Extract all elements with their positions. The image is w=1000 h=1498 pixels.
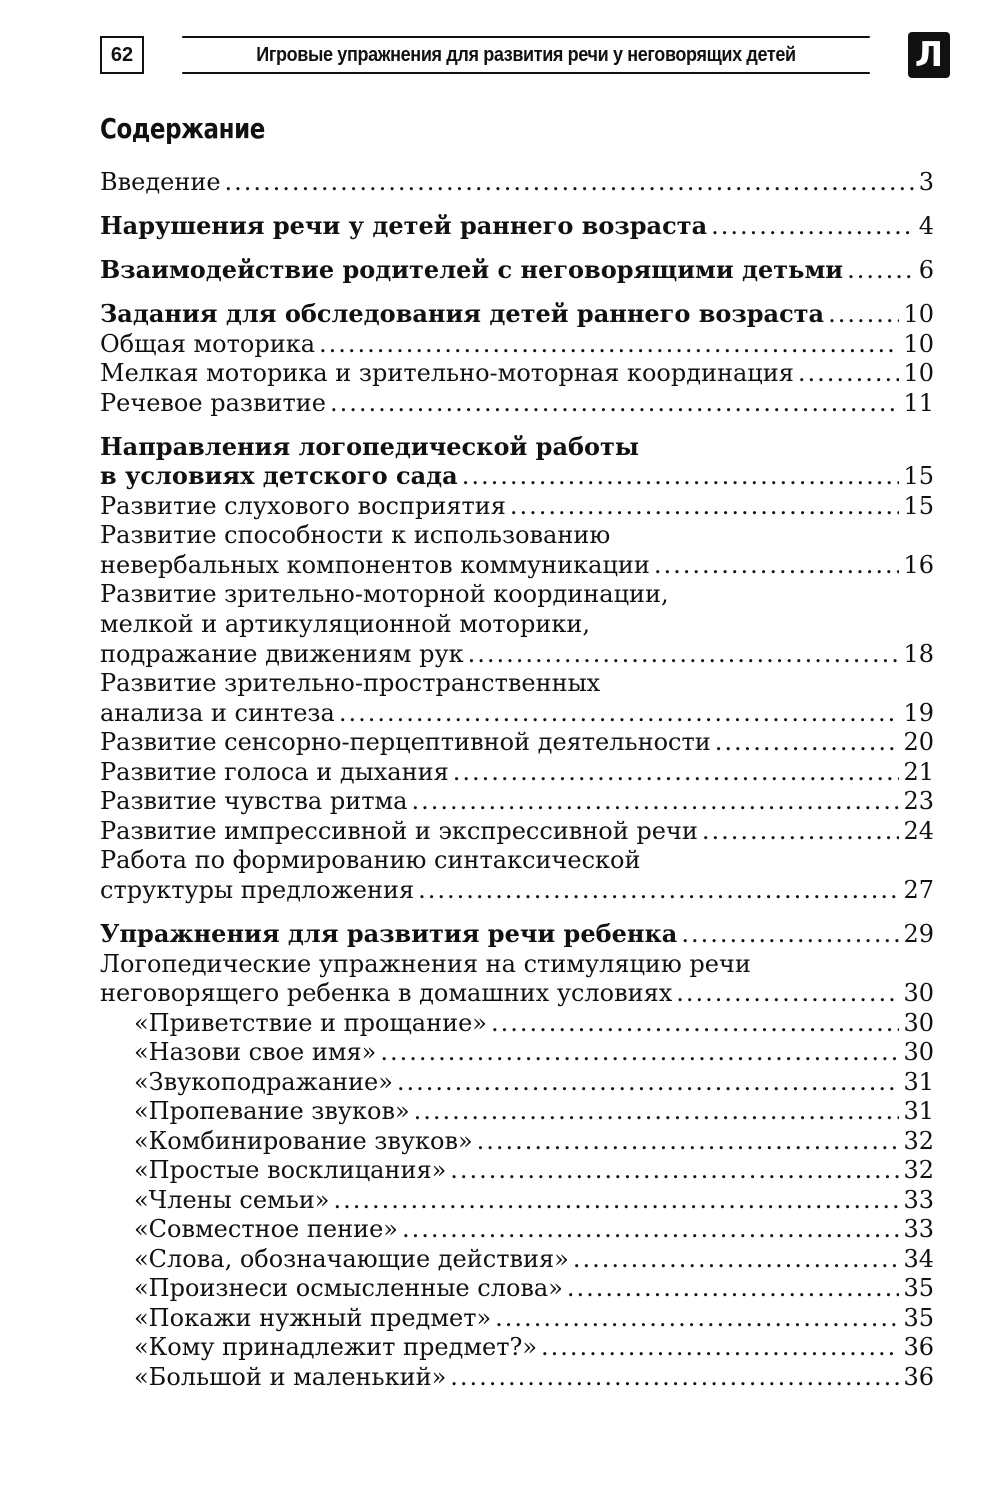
toc-entry[interactable] xyxy=(100,667,934,699)
toc-subentry-title: «Пропевание звуков» xyxy=(134,1097,410,1125)
toc-subentry[interactable] xyxy=(134,1095,934,1127)
toc-entry[interactable] xyxy=(100,578,934,610)
dot-leader xyxy=(711,210,915,242)
dot-leader xyxy=(418,874,899,906)
toc-entry-page: 30 xyxy=(903,979,934,1007)
toc-subentry[interactable] xyxy=(134,1184,934,1216)
dot-leader xyxy=(333,1184,899,1216)
toc-section[interactable] xyxy=(100,918,934,950)
toc-entry-page: 30 xyxy=(903,1009,934,1037)
toc-entry[interactable] xyxy=(100,519,934,551)
dot-leader xyxy=(491,1007,899,1039)
toc-section-title: Взаимодействие родителей с неговорящими детьми xyxy=(100,255,844,284)
dot-leader xyxy=(397,1066,900,1098)
toc-entry-title: мелкой и артикуляционной моторики, xyxy=(100,610,591,638)
dot-leader xyxy=(225,166,915,198)
page-number: 62 xyxy=(100,36,144,74)
dot-leader xyxy=(541,1331,899,1363)
toc-entry-page: 15 xyxy=(903,492,934,520)
dot-leader xyxy=(702,815,900,847)
toc-subentry[interactable] xyxy=(134,1361,934,1393)
toc-subentry-title: «Большой и маленький» xyxy=(134,1363,447,1391)
toc-entry-page: 35 xyxy=(903,1304,934,1332)
publisher-logo: Л xyxy=(908,32,950,78)
toc-entry-page: 24 xyxy=(903,817,934,845)
toc-entry-title: Работа по формированию синтаксической xyxy=(100,846,641,874)
toc-entry[interactable] xyxy=(100,166,934,198)
dot-leader xyxy=(654,549,900,581)
toc-entry-title: Развитие зрительно-пространственных xyxy=(100,669,601,697)
toc-subentry[interactable] xyxy=(134,1154,934,1186)
toc-entry-page: 32 xyxy=(903,1127,934,1155)
dot-leader xyxy=(468,638,900,670)
dot-leader xyxy=(681,918,899,950)
dot-leader xyxy=(573,1243,900,1275)
toc-entry-title: Развитие способности к использованию xyxy=(100,521,611,549)
toc-entry-title: Речевое развитие xyxy=(100,389,326,417)
toc-section-title: Упражнения для развития речи ребенка xyxy=(100,919,678,948)
toc-subentry-title: «Покажи нужный предмет» xyxy=(134,1304,492,1332)
toc-entry[interactable] xyxy=(100,387,934,419)
dot-leader xyxy=(477,1125,900,1157)
toc-entry-page: 30 xyxy=(903,1038,934,1066)
toc-entry-page: 11 xyxy=(903,389,934,417)
toc-subentry[interactable] xyxy=(134,1243,934,1275)
toc-entry[interactable] xyxy=(100,357,934,389)
toc-entry[interactable] xyxy=(100,785,934,817)
toc-entry-page: 27 xyxy=(903,876,934,904)
toc-subentry-title: «Назови свое имя» xyxy=(134,1038,377,1066)
toc-entry-page: 32 xyxy=(903,1156,934,1184)
toc-entry[interactable] xyxy=(100,948,934,980)
toc-entry-page: 10 xyxy=(903,300,934,328)
toc-entry-continued[interactable] xyxy=(100,697,934,729)
toc-entry-title: подражание движениям рук xyxy=(100,640,464,668)
toc-entry-title: Развитие импрессивной и экспрессивной речи xyxy=(100,817,698,845)
dot-leader xyxy=(414,1095,900,1127)
toc-subentry-title: «Кому принадлежит предмет?» xyxy=(134,1333,538,1361)
toc-subentry[interactable] xyxy=(134,1302,934,1334)
running-header xyxy=(100,36,950,76)
toc-entry-page: 10 xyxy=(903,330,934,358)
toc-entry-page: 29 xyxy=(903,920,934,948)
dot-leader xyxy=(715,726,900,758)
toc-entry[interactable] xyxy=(100,328,934,360)
dot-leader xyxy=(453,756,900,788)
toc-subentry-title: «Слова, обозначающие действия» xyxy=(134,1245,569,1273)
toc-section-title: Нарушения речи у детей раннего возраста xyxy=(100,211,708,240)
toc-section[interactable] xyxy=(100,254,934,286)
dot-leader xyxy=(676,977,899,1009)
toc-entry-page: 20 xyxy=(903,728,934,756)
toc-entry-page: 21 xyxy=(903,758,934,786)
toc-subentry-title: «Звукоподражание» xyxy=(134,1068,393,1096)
toc-entry[interactable] xyxy=(100,756,934,788)
dot-leader xyxy=(330,387,899,419)
toc-entry-title: Развитие голоса и дыхания xyxy=(100,758,449,786)
toc-entry[interactable] xyxy=(100,815,934,847)
toc-entry-continued[interactable] xyxy=(100,874,934,906)
toc-section[interactable] xyxy=(100,431,934,463)
toc-section-title: в условиях детского сада xyxy=(100,461,458,490)
toc-entry-page: 15 xyxy=(903,462,934,490)
toc-entry-page: 34 xyxy=(903,1245,934,1273)
dot-leader xyxy=(462,460,900,492)
toc-entry-page: 16 xyxy=(903,551,934,579)
toc-entry-page: 10 xyxy=(903,359,934,387)
toc-subentry-title: «Члены семьи» xyxy=(134,1186,330,1214)
toc-entry-page: 33 xyxy=(903,1215,934,1243)
dot-leader xyxy=(319,328,899,360)
toc-subentry-title: «Комбинирование звуков» xyxy=(134,1127,473,1155)
toc-entry-title: Общая моторика xyxy=(100,330,316,358)
toc-entry-title: Развитие зрительно-моторной координации, xyxy=(100,580,669,608)
running-title xyxy=(182,36,870,74)
toc-entry-page: 23 xyxy=(903,787,934,815)
toc-section[interactable] xyxy=(100,298,934,330)
toc-entry-title: неговорящего ребенка в домашних условиях xyxy=(100,979,673,1007)
toc-entry[interactable] xyxy=(100,490,934,522)
toc-entry-title: Логопедические упражнения на стимуляцию речи xyxy=(100,950,751,978)
toc-entry-title: Введение xyxy=(100,168,221,196)
dot-leader xyxy=(380,1036,899,1068)
dot-leader xyxy=(450,1154,899,1186)
toc-entry-title: Развитие сенсорно-перцептивной деятельности xyxy=(100,728,711,756)
toc-subentry[interactable] xyxy=(134,1066,934,1098)
toc-subentry[interactable] xyxy=(134,1125,934,1157)
toc-subentry-title: «Совместное пение» xyxy=(134,1215,398,1243)
toc-entry-page: 4 xyxy=(918,212,934,240)
toc-entry-page: 31 xyxy=(903,1097,934,1125)
toc-entry-page: 3 xyxy=(918,168,934,196)
toc-entry-page: 31 xyxy=(903,1068,934,1096)
toc-subentry-title: «Приветствие и прощание» xyxy=(134,1009,487,1037)
toc-entry-page: 18 xyxy=(903,640,934,668)
toc-entry-title: анализа и синтеза xyxy=(100,699,335,727)
toc-entry-continued[interactable] xyxy=(100,977,934,1009)
toc-entry-page: 19 xyxy=(903,699,934,727)
dot-leader xyxy=(411,785,899,817)
toc-subentry[interactable] xyxy=(134,1213,934,1245)
dot-leader xyxy=(402,1213,900,1245)
dot-leader xyxy=(510,490,900,522)
toc-entry-title: Мелкая моторика и зрительно-моторная координация xyxy=(100,359,794,387)
dot-leader xyxy=(495,1302,899,1334)
dot-leader xyxy=(567,1272,900,1304)
toc-subentry[interactable] xyxy=(134,1331,934,1363)
toc-entry-title: структуры предложения xyxy=(100,876,415,904)
toc-entry-page: 35 xyxy=(903,1274,934,1302)
toc-subentry[interactable] xyxy=(134,1036,934,1068)
toc-section-continued[interactable] xyxy=(100,460,934,492)
toc-entry-title: Развитие чувства ритма xyxy=(100,787,408,815)
toc-section-title: Направления логопедической работы xyxy=(100,432,639,461)
toc-entry-page: 36 xyxy=(903,1363,934,1391)
toc-subentry-title: «Простые восклицания» xyxy=(134,1156,447,1184)
dot-leader xyxy=(828,298,899,330)
toc-subentry[interactable] xyxy=(134,1272,934,1304)
toc-section-title: Задания для обследования детей раннего возраста xyxy=(100,299,825,328)
toc-entry-continued[interactable] xyxy=(100,549,934,581)
toc-entry-page: 36 xyxy=(903,1333,934,1361)
dot-leader xyxy=(339,697,900,729)
toc-subentry[interactable] xyxy=(134,1007,934,1039)
toc-entry[interactable] xyxy=(100,844,934,876)
dot-leader xyxy=(798,357,900,389)
toc-entry-page: 6 xyxy=(918,256,934,284)
toc-subentry-title: «Произнеси осмысленные слова» xyxy=(134,1274,563,1302)
toc-entry-title: невербальных компонентов коммуникации xyxy=(100,551,650,579)
toc-heading: Содержание xyxy=(100,112,265,145)
toc-entry-continued[interactable] xyxy=(100,638,934,670)
toc-entry-page: 33 xyxy=(903,1186,934,1214)
toc-section[interactable] xyxy=(100,210,934,242)
toc-entry[interactable] xyxy=(100,726,934,758)
dot-leader xyxy=(847,254,915,286)
running-title-text: Игровые упражнения для развития речи у неговорящих детей xyxy=(256,43,796,66)
toc-entry-title: Развитие слухового восприятия xyxy=(100,492,506,520)
dot-leader xyxy=(450,1361,899,1393)
toc-entry-continued[interactable] xyxy=(100,608,934,640)
